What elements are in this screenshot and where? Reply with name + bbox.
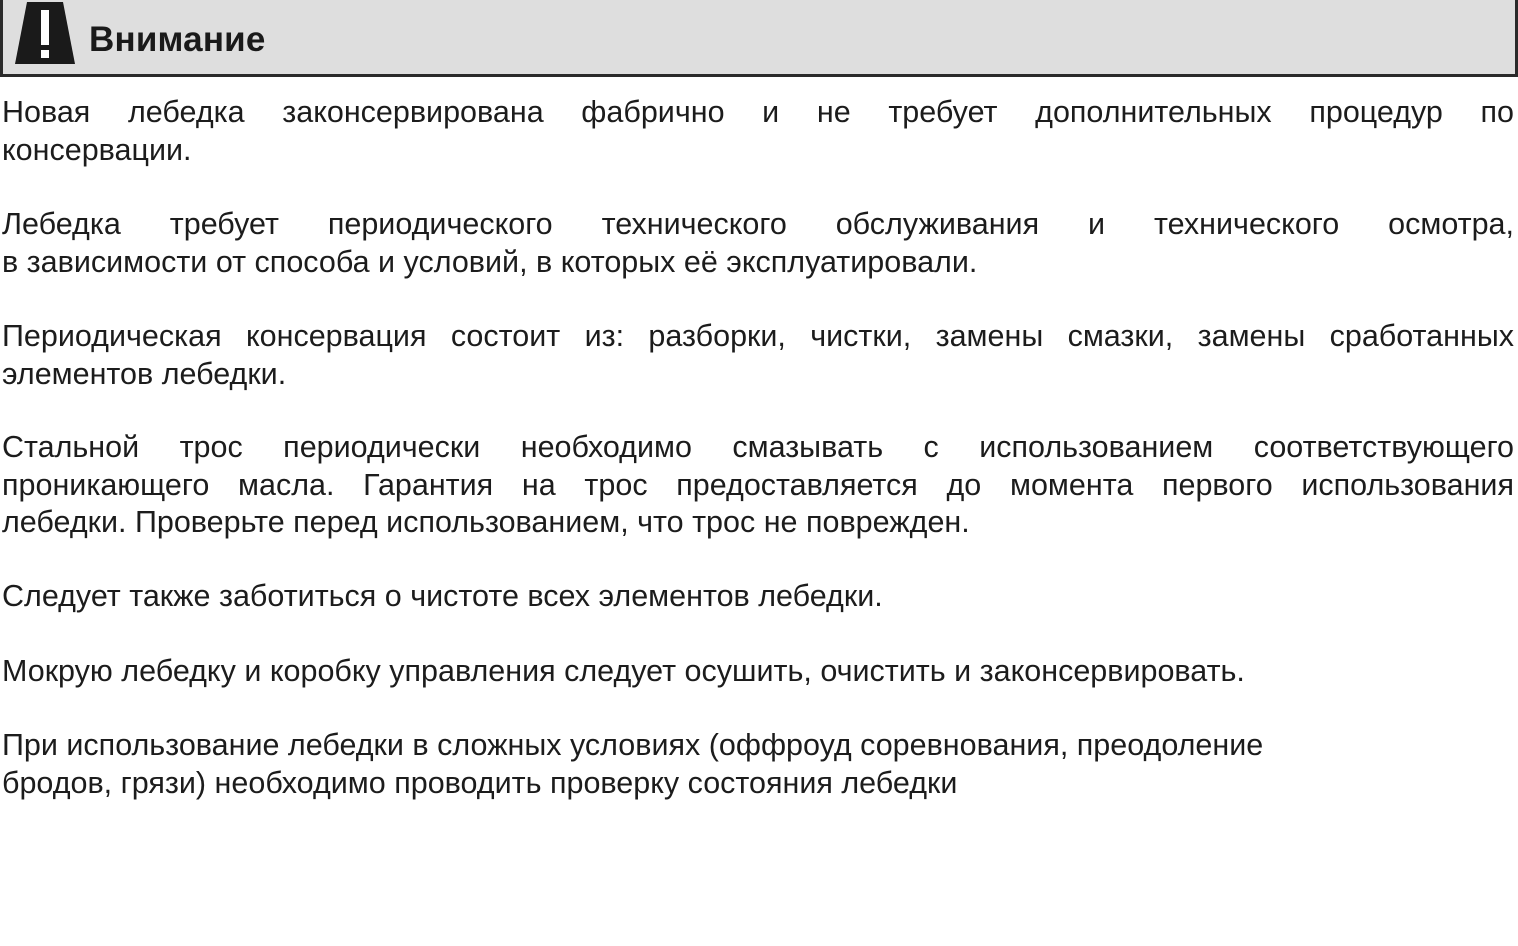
warning-exclamation-icon xyxy=(15,2,75,64)
paragraph-periodic-preservation xyxy=(2,318,1514,393)
text-line: бродов, грязи) необходимо проводить проверку состояния лебедки xyxy=(2,765,958,800)
text-line: проникающего масла. Гарантия на трос предоставляется до момента первого использования xyxy=(2,467,1514,502)
paragraph-steel-cable xyxy=(2,429,1514,542)
paragraph-factory-preservation xyxy=(2,94,1514,169)
text-line: лебедки. Проверьте перед использованием, что трос не поврежден. xyxy=(2,505,970,539)
text-line: Стальной трос периодически необходимо смазывать с использованием соответствующего xyxy=(2,430,1514,464)
text-line: Новая лебедка законсервирована фабрично и не требует дополнительных процедур по xyxy=(2,95,1514,129)
text-line: При использование лебедки в сложных условиях (оффроуд соревнования, преодоление xyxy=(2,728,1264,762)
paragraph-wet-winch xyxy=(2,653,1245,691)
text-line: в зависимости от способа и условий, в которых её эксплуатировали. xyxy=(2,244,978,279)
text-line: элементов лебедки. xyxy=(2,356,287,391)
notice-title: Внимание xyxy=(89,20,266,59)
text-line: Следует также заботиться о чистоте всех элементов лебедки. xyxy=(2,579,883,613)
paragraph-hard-conditions xyxy=(2,727,1263,802)
paragraph-cleanliness xyxy=(2,578,883,616)
text-line: консервации. xyxy=(2,132,192,167)
text-line: Периодическая консервация состоит из: разборки, чистки, замены смазки, замены сработанных xyxy=(2,319,1514,353)
paragraph-periodic-service xyxy=(2,206,1514,281)
text-line: Мокрую лебедку и коробку управления следует осушить, очистить и законсервировать. xyxy=(2,654,1245,688)
notice-header xyxy=(0,0,1518,77)
text-line: Лебедка требует периодического технического обслуживания и технического осмотра, xyxy=(2,207,1514,241)
